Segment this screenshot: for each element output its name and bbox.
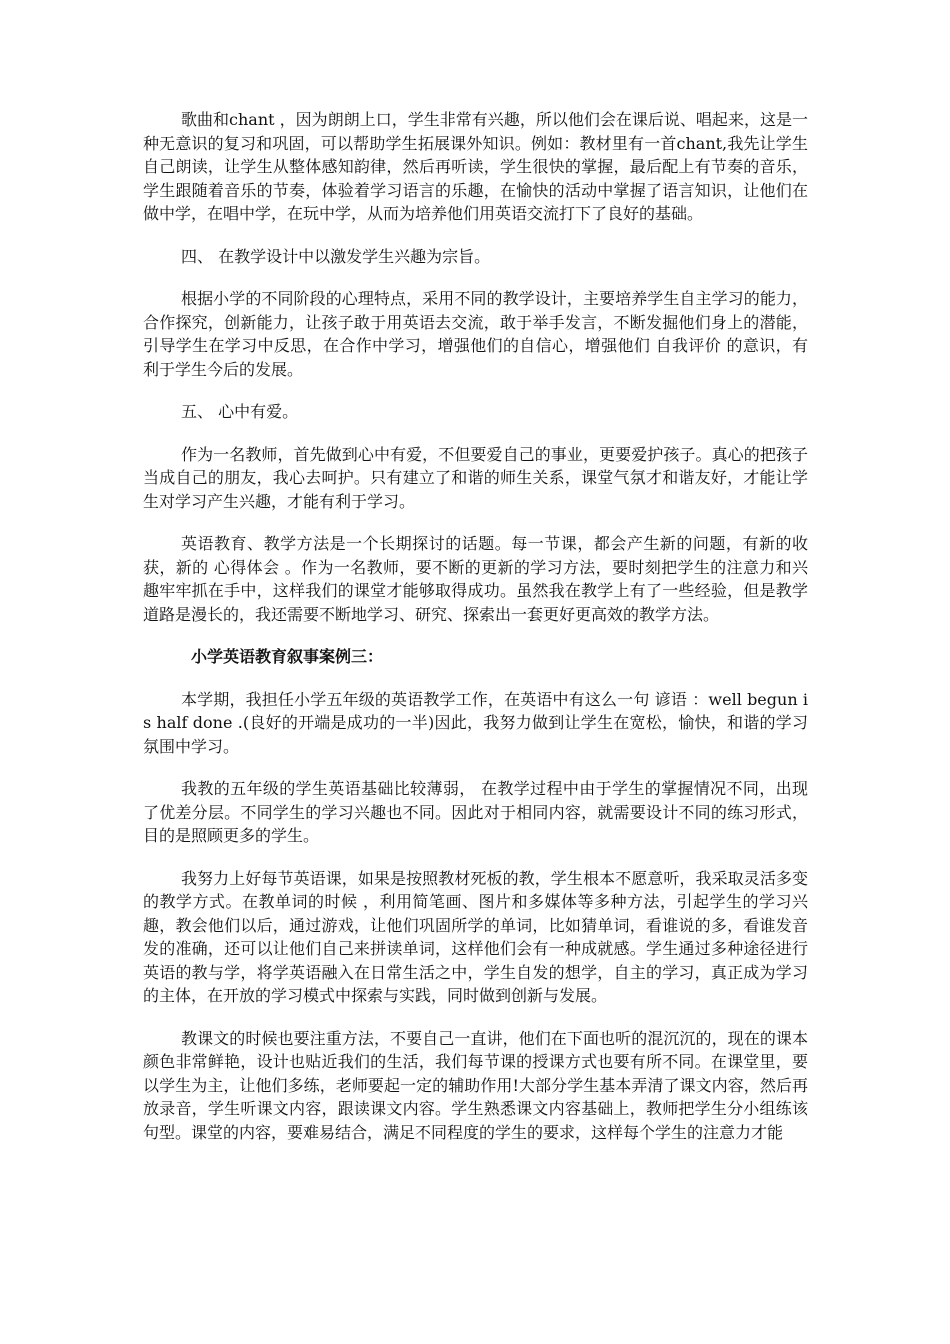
document-page bbox=[143, 108, 808, 1163]
paragraph-semester: 本学期，我担任小学五年级的英语教学工作，在英语中有这么一句 谚语 ：well begun is half done .(良好的开端是成功的一半)因此，我努力做到让学生在宽松，愉快，和谐的学习氛围中学习。 bbox=[143, 689, 808, 756]
section-heading-five: 五、 心中有爱。 bbox=[181, 402, 299, 421]
paragraph-fifth-grade: 我教的五年级的学生英语基础比较薄弱， 在教学过程中由于学生的掌握情况不同，出现了优差分层。不同学生的学习兴趣也不同。因此对于相同内容，就需要设计不同的练习形式，目的是照顾更多的学生。 bbox=[143, 779, 808, 845]
paragraph-teaching-design: 根据小学的不同阶段的心理特点，采用不同的教学设计，主要培养学生自主学习的能力，合作探究，创新能力，让孩子敢于用英语去交流，敢于举手发言，不断发掘他们身上的潜能，引导学生在学习中反思，在合作中学习，增强他们的自信心，增强他们 自我评价 的意识，有利于学生今后的发展。 bbox=[143, 289, 808, 379]
section-heading-four: 四、 在教学设计中以激发学生兴趣为宗旨。 bbox=[181, 246, 491, 266]
paragraph-songs-chant: 歌曲和chant ，因为朗朗上口，学生非常有兴趣，所以他们会在课后说、唱起来，这是一种无意识的复习和巩固，可以帮助学生拓展课外知识。例如：教材里有一首chant,我先让学生自己朗读，让学生从整体感知韵律，然后再听读，学生很快的掌握，最后配上有节奏的音乐，学生跟随着音乐的节奏，体验着学习语言的乐趣，在愉快的活动中掌握了语言知识，让他们在做中学，在唱中学，在玩中学，从而为培养他们用英语交流打下了良好的基础。 bbox=[143, 110, 808, 223]
paragraph-vocabulary: 我努力上好每节英语课，如果是按照教材死板的教，学生根本不愿意听，我采取灵活多变的教学方式。在教单词的时候 ，利用简笔画、图片和多媒体等多种方法，引起学生的学习兴趣，教会他们以后，通过游戏，让他们巩固所学的单词，比如猜单词，看谁说的多，看谁发音发的准确，还可以让他们自己来拼读单词，这样他们会有一种成就感。学生通过多种途径进行英语的教与学，将学英语融入在日常生活之中，学生自发的想学，自主的学习，真正成为学习的主体，在开放的学习模式中探索与实践，同时做到创新与发展。 bbox=[143, 868, 808, 1005]
paragraph-love: 作为一名教师，首先做到心中有爱，不但要爱自己的事业，更要爱护孩子。真心的把孩子当成自己的朋友，我心去呵护。只有建立了和谐的师生关系，课堂气氛才和谐友好，才能让学生对学习产生兴趣，才能有利于学习。 bbox=[143, 444, 808, 511]
case-title: 小学英语教育叙事案例三： bbox=[191, 647, 384, 666]
paragraph-text-teaching: 教课文的时候也要注重方法，不要自己一直讲，他们在下面也听的混沉沉的，现在的课本颜色非常鲜艳，设计也贴近我们的生活，我们每节课的授课方式也要有所不同。在课堂里，要以学生为主，让他们多练，老师要起一定的辅助作用!大部分学生基本弄清了课文内容，然后再放录音，学生听课文内容，跟读课文内容。学生熟悉课文内容基础上，教师把学生分小组练该句型。课堂的内容，要难易结合，满足不同程度的学生的要求，这样每个学生的注意力才能 bbox=[143, 1028, 808, 1142]
paragraph-methods: 英语教育、教学方法是一个长期探讨的话题。每一节课，都会产生新的问题，有新的收获，新的 心得体会 。作为一名教师，要不断的更新的学习方法，要时刻把学生的注意力和兴趣牢牢抓在手中，这样我们的课堂才能够取得成功。虽然我在教学上有了一些经验，但是教学道路是漫长的，我还需要不断地学习、研究、探索出一套更好更高效的教学方法。 bbox=[143, 534, 808, 624]
